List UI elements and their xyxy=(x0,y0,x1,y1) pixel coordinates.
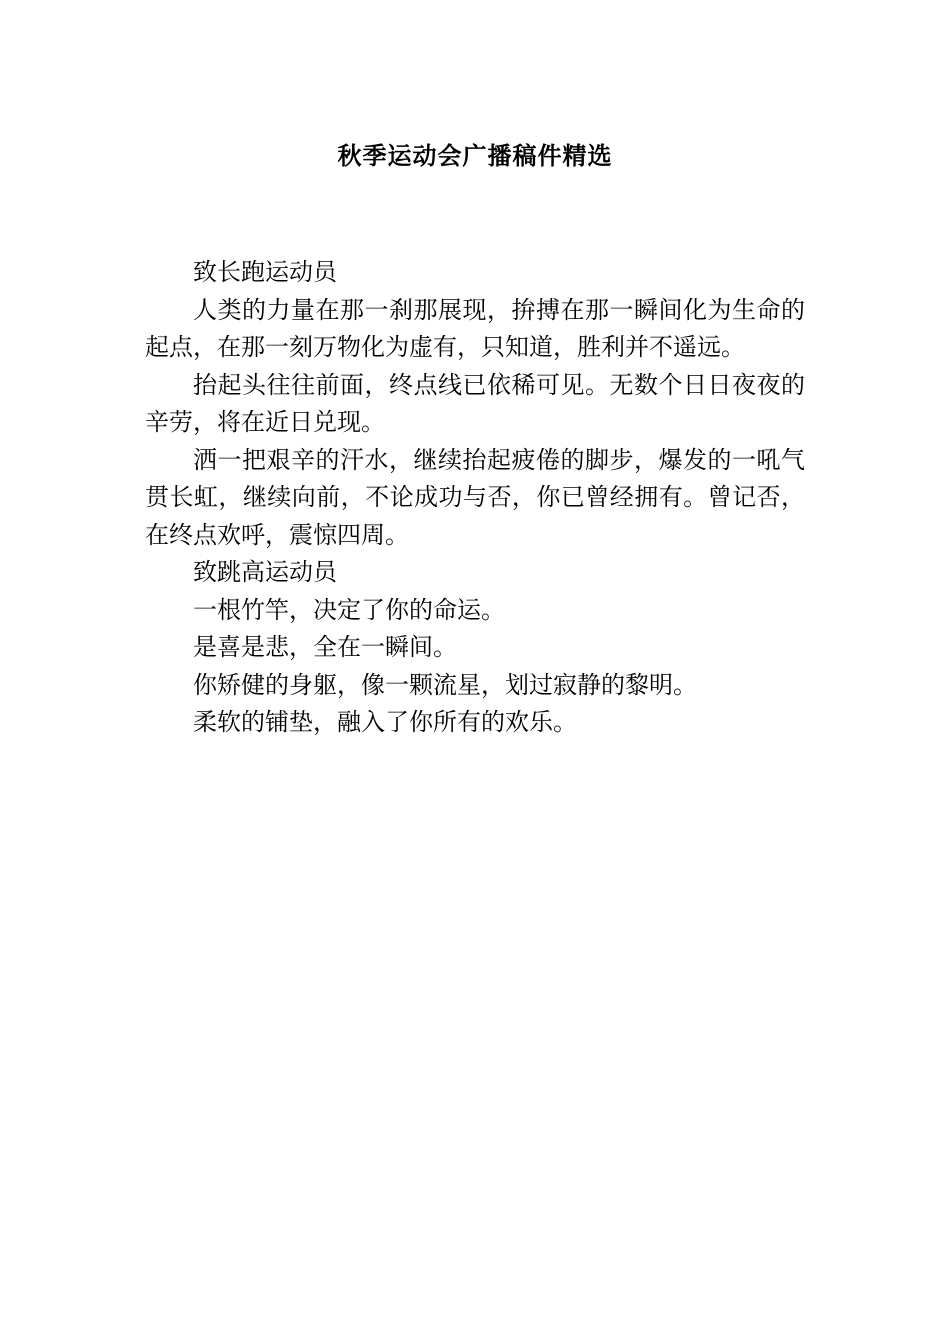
section-heading-long-distance: 致长跑运动员 xyxy=(193,258,337,286)
paragraph: 是喜是悲，全在一瞬间。 xyxy=(193,633,457,661)
paragraph: 你矫健的身躯，像一颗流星，划过寂静的黎明。 xyxy=(193,670,697,699)
document-title: 秋季运动会广播稿件精选 xyxy=(337,141,613,170)
paragraph: 抬起头往往前面，终点线已依稀可见。无数个日日夜夜的辛劳，将在近日兑现。 xyxy=(145,370,805,436)
paragraph: 人类的力量在那一刹那展现，拚搏在那一瞬间化为生命的起点，在那一刻万物化为虚有，只知道，胜利并不遥远。 xyxy=(145,295,805,361)
paragraph: 一根竹竿，决定了你的命运。 xyxy=(193,595,505,624)
document-body xyxy=(145,254,805,742)
paragraph: 柔软的铺垫，融入了你所有的欢乐。 xyxy=(193,708,577,736)
paragraph: 洒一把艰辛的汗水，继续抬起疲倦的脚步，爆发的一吼气贯长虹，继续向前，不论成功与否，你已曾经拥有。曾记否，在终点欢呼，震惊四周。 xyxy=(145,445,805,549)
section-heading-high-jump: 致跳高运动员 xyxy=(193,558,337,586)
